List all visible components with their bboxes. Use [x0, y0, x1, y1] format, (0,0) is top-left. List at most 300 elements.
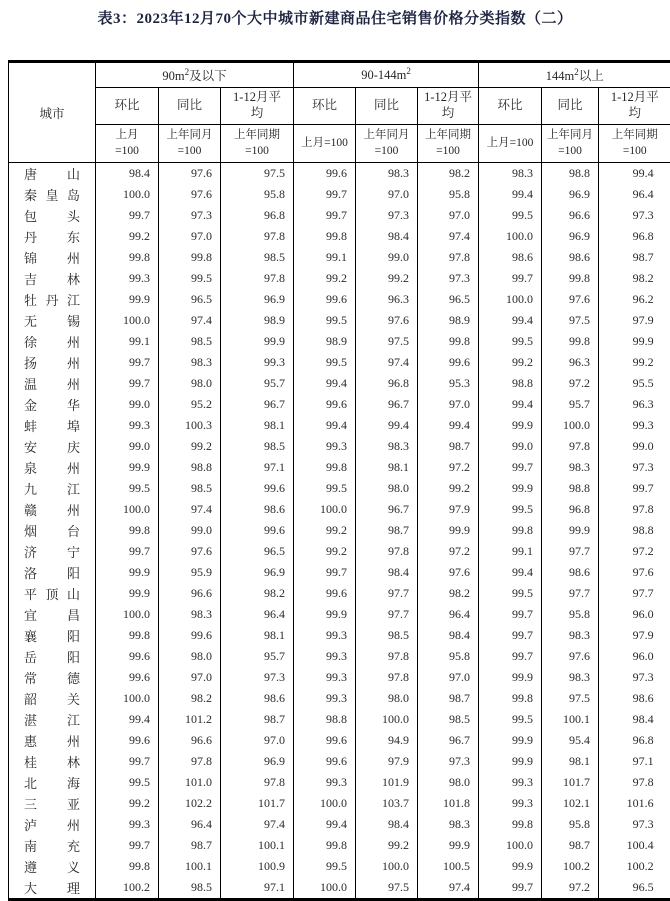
table-row — [9, 478, 670, 499]
col-header-mom: 环比 — [96, 88, 159, 125]
table-row — [9, 709, 670, 730]
value-cell: 96.4 — [418, 604, 479, 625]
city-name: 惠 州 — [24, 731, 80, 750]
value-cell: 99.1 — [96, 331, 159, 352]
value-cell: 100.0 — [96, 310, 159, 331]
value-cell: 96.3 — [542, 352, 599, 373]
value-cell: 97.7 — [542, 583, 599, 604]
city-name: 温 州 — [24, 374, 80, 393]
col-header-yoy: 同比 — [356, 88, 418, 125]
value-cell: 95.8 — [418, 646, 479, 667]
value-cell: 97.0 — [418, 205, 479, 226]
col-header-yoy: 同比 — [542, 88, 599, 125]
value-cell: 99.4 — [294, 373, 356, 394]
value-cell: 99.8 — [479, 688, 542, 709]
value-cell: 100.0 — [96, 604, 159, 625]
value-cell: 97.8 — [542, 436, 599, 457]
value-cell: 98.5 — [159, 331, 221, 352]
value-cell: 98.5 — [159, 877, 221, 898]
value-cell: 96.5 — [418, 289, 479, 310]
table-row — [9, 856, 670, 877]
value-cell: 101.7 — [542, 772, 599, 793]
value-cell: 96.8 — [599, 226, 670, 247]
value-cell: 99.9 — [479, 730, 542, 751]
value-cell: 99.8 — [542, 331, 599, 352]
value-cell: 99.8 — [294, 835, 356, 856]
value-cell: 98.1 — [221, 625, 294, 646]
base-header — [479, 125, 542, 163]
value-cell: 99.3 — [294, 436, 356, 457]
table-row — [9, 646, 670, 667]
city-name: 泉 州 — [24, 458, 80, 477]
value-cell: 98.0 — [418, 772, 479, 793]
value-cell: 100.9 — [221, 856, 294, 877]
value-cell: 99.4 — [479, 184, 542, 205]
value-cell: 98.7 — [418, 436, 479, 457]
base-label: 上年同月=100 — [544, 128, 596, 159]
value-cell: 99.9 — [479, 415, 542, 436]
value-cell: 99.8 — [294, 457, 356, 478]
value-cell: 98.3 — [356, 436, 418, 457]
city-cell — [9, 604, 96, 625]
value-cell: 99.4 — [599, 163, 670, 185]
value-cell: 99.2 — [294, 541, 356, 562]
city-name: 常 德 — [24, 668, 80, 687]
value-cell: 99.7 — [294, 562, 356, 583]
group-title-text: 以上 — [579, 69, 604, 83]
city-cell — [9, 541, 96, 562]
value-cell: 101.6 — [599, 793, 670, 814]
value-cell: 97.3 — [356, 205, 418, 226]
value-cell: 96.6 — [542, 205, 599, 226]
value-cell: 97.6 — [159, 541, 221, 562]
superscript-2: 2 — [406, 65, 411, 75]
city-name: 平 顶 山 — [24, 584, 80, 603]
value-cell: 99.5 — [479, 709, 542, 730]
superscript-2: 2 — [185, 67, 190, 77]
value-cell: 99.7 — [96, 205, 159, 226]
value-cell: 94.9 — [356, 730, 418, 751]
value-cell: 99.0 — [96, 436, 159, 457]
value-cell: 99.3 — [479, 772, 542, 793]
value-cell: 99.9 — [418, 520, 479, 541]
value-cell: 96.8 — [542, 499, 599, 520]
value-cell: 97.3 — [599, 667, 670, 688]
value-cell: 99.7 — [479, 268, 542, 289]
value-cell: 98.3 — [356, 163, 418, 185]
value-cell: 97.0 — [418, 394, 479, 415]
value-cell: 99.7 — [96, 835, 159, 856]
city-name: 扬 州 — [24, 353, 80, 372]
city-cell — [9, 520, 96, 541]
value-cell: 99.5 — [294, 352, 356, 373]
value-cell: 99.2 — [356, 268, 418, 289]
value-cell: 100.3 — [159, 415, 221, 436]
value-cell: 96.4 — [221, 604, 294, 625]
city-cell — [9, 226, 96, 247]
value-cell: 99.9 — [96, 457, 159, 478]
value-cell: 98.4 — [599, 709, 670, 730]
value-cell: 99.2 — [479, 352, 542, 373]
value-cell: 97.3 — [418, 751, 479, 772]
value-cell: 96.2 — [599, 289, 670, 310]
value-cell: 98.2 — [599, 268, 670, 289]
city-cell — [9, 583, 96, 604]
value-cell: 97.5 — [542, 310, 599, 331]
city-column-header: 城市 — [9, 63, 96, 163]
value-cell: 100.2 — [96, 877, 159, 898]
group-title-text: 90-144m — [361, 68, 406, 82]
value-cell: 95.8 — [542, 814, 599, 835]
value-cell: 98.8 — [599, 520, 670, 541]
value-cell: 98.9 — [294, 331, 356, 352]
city-name: 赣 州 — [24, 500, 80, 519]
value-cell: 99.3 — [96, 268, 159, 289]
value-cell: 100.2 — [542, 856, 599, 877]
table-row — [9, 541, 670, 562]
value-cell: 99.4 — [418, 415, 479, 436]
value-cell: 99.6 — [96, 730, 159, 751]
city-cell — [9, 415, 96, 436]
value-cell: 100.0 — [479, 226, 542, 247]
value-cell: 97.3 — [418, 268, 479, 289]
table-row — [9, 520, 670, 541]
table-row — [9, 772, 670, 793]
base-label: 上月=100 — [301, 136, 348, 152]
value-cell: 99.4 — [479, 562, 542, 583]
table-row — [9, 205, 670, 226]
city-name: 牡 丹 江 — [24, 290, 80, 309]
value-cell: 99.8 — [479, 520, 542, 541]
value-cell: 99.3 — [294, 625, 356, 646]
city-name: 蚌 埠 — [24, 416, 80, 435]
table-row — [9, 793, 670, 814]
value-cell: 98.6 — [221, 688, 294, 709]
value-cell: 98.7 — [542, 835, 599, 856]
value-cell: 99.8 — [96, 247, 159, 268]
base-header — [418, 125, 479, 163]
value-cell: 100.0 — [356, 709, 418, 730]
base-header — [599, 125, 670, 163]
value-cell: 99.7 — [479, 604, 542, 625]
base-label: 上月=100 — [487, 136, 534, 152]
value-cell: 99.8 — [542, 268, 599, 289]
city-name: 锦 州 — [24, 248, 80, 267]
table-row — [9, 730, 670, 751]
value-cell: 96.5 — [159, 289, 221, 310]
city-cell — [9, 646, 96, 667]
value-cell: 99.6 — [159, 625, 221, 646]
city-cell — [9, 205, 96, 226]
group-header-90-and-below — [96, 63, 294, 88]
base-label: 上年同期=100 — [223, 128, 291, 159]
value-cell: 96.3 — [356, 289, 418, 310]
value-cell: 98.7 — [221, 709, 294, 730]
table-row — [9, 352, 670, 373]
city-cell — [9, 835, 96, 856]
value-cell: 99.5 — [294, 310, 356, 331]
value-cell: 99.5 — [479, 331, 542, 352]
table-row — [9, 877, 670, 898]
city-cell — [9, 289, 96, 310]
value-cell: 98.5 — [356, 625, 418, 646]
price-index-table-wrap — [8, 60, 670, 901]
base-label: 上年同月=100 — [358, 128, 415, 159]
city-cell — [9, 499, 96, 520]
value-cell: 98.0 — [159, 646, 221, 667]
value-cell: 99.6 — [96, 667, 159, 688]
value-cell: 98.3 — [542, 667, 599, 688]
value-cell: 95.7 — [221, 646, 294, 667]
value-cell: 98.5 — [221, 436, 294, 457]
value-cell: 97.6 — [356, 310, 418, 331]
value-cell: 99.2 — [599, 352, 670, 373]
value-cell: 96.3 — [599, 394, 670, 415]
city-cell — [9, 625, 96, 646]
value-cell: 99.8 — [96, 625, 159, 646]
value-cell: 97.3 — [159, 205, 221, 226]
value-cell: 101.7 — [221, 793, 294, 814]
value-cell: 97.9 — [356, 751, 418, 772]
table-row — [9, 247, 670, 268]
value-cell: 99.9 — [96, 289, 159, 310]
value-cell: 99.8 — [96, 520, 159, 541]
value-cell: 96.9 — [542, 226, 599, 247]
value-cell: 97.6 — [159, 184, 221, 205]
city-name: 遵 义 — [24, 857, 80, 876]
value-cell: 97.2 — [418, 457, 479, 478]
city-name: 金 华 — [24, 395, 80, 414]
value-cell: 97.3 — [599, 205, 670, 226]
value-cell: 102.1 — [542, 793, 599, 814]
value-cell: 97.8 — [418, 247, 479, 268]
value-cell: 98.2 — [418, 163, 479, 185]
city-cell — [9, 688, 96, 709]
city-name: 湛 江 — [24, 710, 80, 729]
value-cell: 102.2 — [159, 793, 221, 814]
value-cell: 99.3 — [294, 772, 356, 793]
value-cell: 96.4 — [599, 184, 670, 205]
value-cell: 99.7 — [96, 751, 159, 772]
city-cell — [9, 163, 96, 185]
value-cell: 100.0 — [479, 289, 542, 310]
value-cell: 98.2 — [221, 583, 294, 604]
value-cell: 98.6 — [542, 562, 599, 583]
value-cell: 97.4 — [221, 814, 294, 835]
value-cell: 98.7 — [418, 688, 479, 709]
value-cell: 100.0 — [542, 415, 599, 436]
value-cell: 99.4 — [294, 814, 356, 835]
table-row — [9, 184, 670, 205]
city-cell — [9, 394, 96, 415]
value-cell: 98.6 — [479, 247, 542, 268]
value-cell: 99.8 — [418, 331, 479, 352]
value-cell: 99.9 — [479, 751, 542, 772]
value-cell: 95.8 — [542, 604, 599, 625]
value-cell: 98.3 — [159, 604, 221, 625]
value-cell: 100.1 — [542, 709, 599, 730]
avg-label: 1-12月平均 — [421, 90, 475, 121]
value-cell: 99.7 — [479, 877, 542, 898]
value-cell: 96.9 — [221, 562, 294, 583]
city-name: 秦 皇 岛 — [24, 185, 80, 204]
value-cell: 100.0 — [96, 499, 159, 520]
value-cell: 97.8 — [356, 646, 418, 667]
base-header — [96, 125, 159, 163]
superscript-2: 2 — [574, 67, 579, 77]
col-header-avg — [599, 88, 670, 125]
value-cell: 100.0 — [96, 688, 159, 709]
value-cell: 100.5 — [418, 856, 479, 877]
value-cell: 99.9 — [96, 562, 159, 583]
value-cell: 97.5 — [356, 877, 418, 898]
value-cell: 99.5 — [96, 772, 159, 793]
table-row — [9, 562, 670, 583]
value-cell: 99.2 — [294, 268, 356, 289]
table-row — [9, 415, 670, 436]
value-cell: 99.0 — [479, 436, 542, 457]
table-row — [9, 667, 670, 688]
value-cell: 96.0 — [599, 604, 670, 625]
value-cell: 99.7 — [479, 625, 542, 646]
value-cell: 99.9 — [479, 667, 542, 688]
value-cell: 98.9 — [221, 310, 294, 331]
value-cell: 98.1 — [356, 457, 418, 478]
value-cell: 99.8 — [479, 814, 542, 835]
city-cell — [9, 730, 96, 751]
value-cell: 97.4 — [159, 499, 221, 520]
value-cell: 99.9 — [599, 331, 670, 352]
col-header-yoy: 同比 — [159, 88, 221, 125]
value-cell: 97.8 — [221, 772, 294, 793]
value-cell: 99.8 — [294, 226, 356, 247]
value-cell: 97.0 — [356, 184, 418, 205]
value-cell: 99.9 — [221, 331, 294, 352]
value-cell: 98.9 — [418, 310, 479, 331]
value-cell: 97.9 — [599, 310, 670, 331]
value-cell: 99.3 — [96, 415, 159, 436]
group-header-90-144 — [294, 63, 479, 88]
table-row — [9, 835, 670, 856]
value-cell: 96.7 — [356, 394, 418, 415]
value-cell: 99.0 — [96, 394, 159, 415]
value-cell: 99.3 — [294, 688, 356, 709]
value-cell: 99.7 — [294, 205, 356, 226]
value-cell: 98.3 — [542, 625, 599, 646]
value-cell: 99.2 — [159, 436, 221, 457]
city-cell — [9, 268, 96, 289]
table-body — [9, 163, 670, 899]
value-cell: 100.1 — [221, 835, 294, 856]
value-cell: 99.4 — [479, 310, 542, 331]
value-cell: 98.0 — [356, 688, 418, 709]
col-header-mom: 环比 — [294, 88, 356, 125]
value-cell: 99.8 — [159, 247, 221, 268]
value-cell: 99.6 — [221, 478, 294, 499]
value-cell: 101.8 — [418, 793, 479, 814]
group-title-text: 及以下 — [189, 69, 227, 83]
value-cell: 98.8 — [479, 373, 542, 394]
value-cell: 98.8 — [542, 163, 599, 185]
table-row — [9, 226, 670, 247]
value-cell: 101.2 — [159, 709, 221, 730]
city-name: 大 理 — [24, 878, 80, 897]
value-cell: 99.2 — [294, 520, 356, 541]
value-cell: 97.5 — [542, 688, 599, 709]
value-cell: 96.8 — [221, 205, 294, 226]
city-cell — [9, 751, 96, 772]
table-row — [9, 289, 670, 310]
value-cell: 99.4 — [96, 709, 159, 730]
avg-label: 1-12月平均 — [230, 90, 284, 121]
value-cell: 97.8 — [599, 772, 670, 793]
value-cell: 99.6 — [294, 583, 356, 604]
value-cell: 98.7 — [159, 835, 221, 856]
value-cell: 97.8 — [356, 667, 418, 688]
value-cell: 98.6 — [221, 499, 294, 520]
city-cell — [9, 184, 96, 205]
value-cell: 96.8 — [599, 730, 670, 751]
value-cell: 98.0 — [356, 478, 418, 499]
value-cell: 99.7 — [599, 478, 670, 499]
base-header — [356, 125, 418, 163]
table-row — [9, 163, 670, 185]
value-cell: 100.0 — [96, 184, 159, 205]
base-header — [294, 125, 356, 163]
city-name: 济 宁 — [24, 542, 80, 561]
value-cell: 97.7 — [599, 583, 670, 604]
value-cell: 99.4 — [356, 415, 418, 436]
city-name: 丹 东 — [24, 227, 80, 246]
city-cell — [9, 457, 96, 478]
value-cell: 100.1 — [159, 856, 221, 877]
value-cell: 99.7 — [479, 457, 542, 478]
table-row — [9, 457, 670, 478]
value-cell: 99.3 — [294, 667, 356, 688]
city-cell — [9, 772, 96, 793]
value-cell: 99.5 — [96, 478, 159, 499]
value-cell: 99.2 — [418, 478, 479, 499]
header-row-base — [9, 125, 670, 163]
header-row-groups — [9, 63, 670, 88]
value-cell: 96.5 — [221, 541, 294, 562]
value-cell: 99.8 — [96, 856, 159, 877]
table-header — [9, 63, 670, 163]
value-cell: 98.3 — [418, 814, 479, 835]
value-cell: 99.0 — [599, 436, 670, 457]
value-cell: 95.9 — [159, 562, 221, 583]
value-cell: 99.5 — [479, 583, 542, 604]
city-name: 桂 林 — [24, 752, 80, 771]
table-row — [9, 394, 670, 415]
value-cell: 99.0 — [159, 520, 221, 541]
value-cell: 99.2 — [356, 835, 418, 856]
value-cell: 99.5 — [479, 205, 542, 226]
value-cell: 99.9 — [96, 583, 159, 604]
value-cell: 98.5 — [418, 709, 479, 730]
avg-label: 1-12月平均 — [608, 90, 662, 121]
value-cell: 98.3 — [542, 457, 599, 478]
value-cell: 95.8 — [221, 184, 294, 205]
value-cell: 99.2 — [96, 226, 159, 247]
table-row — [9, 373, 670, 394]
value-cell: 99.9 — [479, 478, 542, 499]
value-cell: 101.0 — [159, 772, 221, 793]
base-label: 上年同期=100 — [420, 128, 476, 159]
value-cell: 100.0 — [294, 793, 356, 814]
page-title: 表3：2023年12月70个大中城市新建商品住宅销售价格分类指数（二） — [0, 0, 670, 28]
city-name: 襄 阳 — [24, 626, 80, 645]
